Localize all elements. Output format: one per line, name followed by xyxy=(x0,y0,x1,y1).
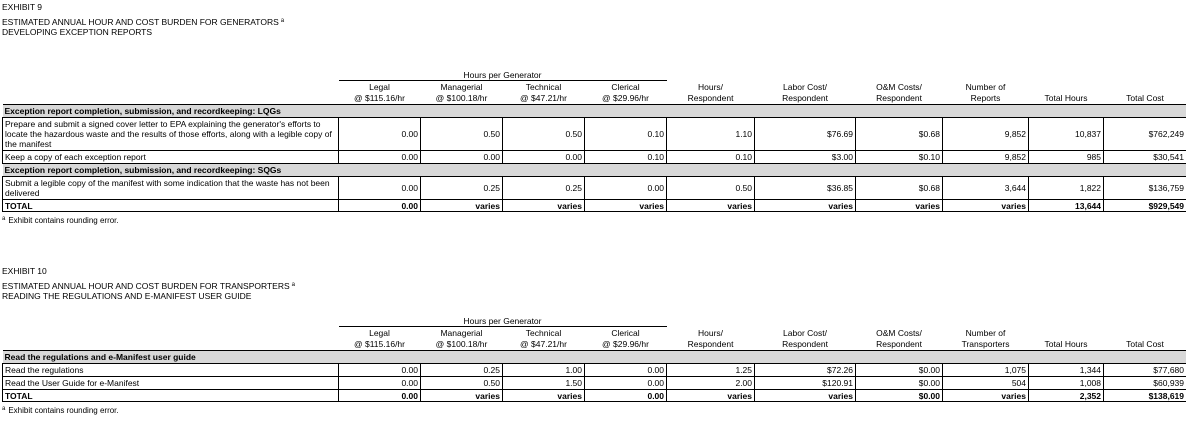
cell-managerial: 0.00 xyxy=(421,151,503,164)
col-header-total-hours-sub: Total Hours xyxy=(1044,93,1088,103)
exhibit-9 xyxy=(2,2,1186,225)
col-header-number-count: Number of xyxy=(965,82,1006,92)
activity-description: Read the regulations xyxy=(3,364,339,377)
exhibit-title: ESTIMATED ANNUAL HOUR AND COST BURDEN FOR GENERATORS $^a$ xyxy=(2,17,285,27)
col-header-total-hours xyxy=(1029,327,1104,339)
cell-technical: 0.25 xyxy=(503,177,585,200)
cell-labor-cost: $120.91 xyxy=(755,377,856,390)
activity-description: Submit a legible copy of the manifest with some indication that the waste has not been delivered xyxy=(3,177,339,200)
total-managerial: varies xyxy=(421,200,503,212)
total-hours-per-respondent: varies xyxy=(667,200,755,212)
cell-legal: 0.00 xyxy=(339,377,421,390)
total-technical: varies xyxy=(503,200,585,212)
cell-total-cost: $136,759 xyxy=(1104,177,1186,200)
title-footnote-mark: a xyxy=(291,282,295,288)
section-title: Exception report completion, submission, and recordkeeping: SQGs xyxy=(3,164,1186,177)
table-row xyxy=(3,118,1186,151)
table-row xyxy=(3,177,1186,200)
header-row xyxy=(3,327,1186,339)
col-header-clerical-sub: @ $29.96/hr xyxy=(602,93,649,103)
cell-managerial: 0.25 xyxy=(421,177,503,200)
cell-number-count: 1,075 xyxy=(943,364,1029,377)
cell-hours-per-respondent: 1.25 xyxy=(667,364,755,377)
col-header-technical: Technical xyxy=(525,82,562,92)
col-header-om-costs: O&M Costs/ xyxy=(876,82,922,92)
header-group: Hours per Generator xyxy=(339,68,667,81)
header-blank xyxy=(3,92,339,105)
exhibit-title: ESTIMATED ANNUAL HOUR AND COST BURDEN FOR TRANSPORTERS $^a$ xyxy=(2,281,295,291)
section-header-row xyxy=(3,351,1186,364)
header-group-row xyxy=(3,68,1186,81)
col-header-number-count: Number of xyxy=(965,328,1006,338)
activity-description: Prepare and submit a signed cover letter to EPA explaining the generator's efforts to locate the hazardous waste and the results of those efforts, along with a legible copy of the manifest xyxy=(3,118,339,151)
header-blank xyxy=(667,314,755,327)
header-blank xyxy=(755,68,856,81)
cell-om-costs: $0.00 xyxy=(856,364,943,377)
col-header-labor-cost-sub: Respondent xyxy=(782,339,828,349)
total-row xyxy=(3,200,1186,212)
cell-managerial: 0.50 xyxy=(421,118,503,151)
burden-table xyxy=(2,314,1186,402)
cell-clerical: 0.00 xyxy=(585,177,667,200)
total-clerical: 0.00 xyxy=(585,390,667,402)
table-row xyxy=(3,364,1186,377)
activity-description: Read the User Guide for e-Manifest xyxy=(3,377,339,390)
header-blank xyxy=(3,68,339,81)
footnote: $^a$ Exhibit contains rounding error. xyxy=(2,216,119,225)
cell-total-cost: $77,680 xyxy=(1104,364,1186,377)
cell-hours-per-respondent: 0.10 xyxy=(667,151,755,164)
header-blank xyxy=(3,338,339,351)
cell-clerical: 0.10 xyxy=(585,118,667,151)
cell-labor-cost: $72.26 xyxy=(755,364,856,377)
total-total-cost: $929,549 xyxy=(1104,200,1186,212)
cell-managerial: 0.50 xyxy=(421,377,503,390)
col-header-number-count-sub: Transporters xyxy=(961,339,1010,349)
total-technical: varies xyxy=(503,390,585,402)
total-hours-per-respondent: varies xyxy=(667,390,755,402)
total-label: TOTAL xyxy=(3,200,339,212)
section-title: Read the regulations and e-Manifest user guide xyxy=(3,351,1186,364)
header-blank xyxy=(943,68,1029,81)
total-legal: 0.00 xyxy=(339,390,421,402)
cell-legal: 0.00 xyxy=(339,118,421,151)
total-total-cost: $138,619 xyxy=(1104,390,1186,402)
cell-managerial: 0.25 xyxy=(421,364,503,377)
cell-labor-cost: $3.00 xyxy=(755,151,856,164)
table-row xyxy=(3,151,1186,164)
col-header-clerical-sub: @ $29.96/hr xyxy=(602,339,649,349)
col-header-om-costs-sub: Respondent xyxy=(876,93,922,103)
cell-hours-per-respondent: 2.00 xyxy=(667,377,755,390)
activity-description: Keep a copy of each exception report xyxy=(3,151,339,164)
col-header-legal-sub: @ $115.16/hr xyxy=(353,93,405,103)
header-blank xyxy=(3,81,339,93)
col-header-managerial: Managerial xyxy=(440,328,483,338)
header-blank xyxy=(856,314,943,327)
cell-total-hours: 1,008 xyxy=(1029,377,1104,390)
cell-total-hours: 1,344 xyxy=(1029,364,1104,377)
cell-technical: 0.50 xyxy=(503,118,585,151)
header-blank xyxy=(3,314,339,327)
cell-labor-cost: $76.69 xyxy=(755,118,856,151)
total-number-count: varies xyxy=(943,200,1029,212)
cell-number-count: 9,852 xyxy=(943,118,1029,151)
cell-clerical: 0.10 xyxy=(585,151,667,164)
col-header-number-count-sub: Reports xyxy=(970,93,1001,103)
header-blank xyxy=(1104,314,1186,327)
cell-labor-cost: $36.85 xyxy=(755,177,856,200)
cell-om-costs: $0.68 xyxy=(856,118,943,151)
burden-table xyxy=(2,68,1186,212)
total-row xyxy=(3,390,1186,402)
col-header-total-hours xyxy=(1029,81,1104,93)
col-header-labor-cost: Labor Cost/ xyxy=(783,328,827,338)
total-labor-cost: varies xyxy=(755,200,856,212)
col-header-legal: Legal xyxy=(369,328,390,338)
cell-total-cost: $762,249 xyxy=(1104,118,1186,151)
col-header-legal: Legal xyxy=(369,82,390,92)
exhibit-subtitle: READING THE REGULATIONS AND E-MANIFEST USER GUIDE xyxy=(2,291,252,301)
cell-technical: 1.00 xyxy=(503,364,585,377)
col-header-clerical: Clerical xyxy=(611,328,640,338)
exhibit-10 xyxy=(2,266,1186,415)
col-header-managerial-sub: @ $100.18/hr xyxy=(435,93,488,103)
header-blank xyxy=(943,314,1029,327)
header-blank xyxy=(667,68,755,81)
exhibit-subtitle: DEVELOPING EXCEPTION REPORTS xyxy=(2,27,153,37)
cell-om-costs: $0.00 xyxy=(856,377,943,390)
col-header-managerial-sub: @ $100.18/hr xyxy=(435,339,488,349)
cell-number-count: 504 xyxy=(943,377,1029,390)
col-header-total-hours-sub: Total Hours xyxy=(1044,339,1088,349)
section-title: Exception report completion, submission, and recordkeeping: LQGs xyxy=(3,105,1186,118)
cell-legal: 0.00 xyxy=(339,364,421,377)
col-header-hours-per-respondent-sub: Respondent xyxy=(687,93,734,103)
cell-hours-per-respondent: 1.10 xyxy=(667,118,755,151)
col-header-hours-per-respondent: Hours/ xyxy=(697,328,724,338)
total-labor-cost: varies xyxy=(755,390,856,402)
cell-total-hours: 1,822 xyxy=(1029,177,1104,200)
col-header-technical: Technical xyxy=(525,328,562,338)
cell-hours-per-respondent: 0.50 xyxy=(667,177,755,200)
table-row xyxy=(3,377,1186,390)
total-total-hours: 13,644 xyxy=(1029,200,1104,212)
header-blank xyxy=(3,327,339,339)
cell-om-costs: $0.68 xyxy=(856,177,943,200)
col-header-clerical: Clerical xyxy=(611,82,640,92)
exhibit-label: EXHIBIT 9 xyxy=(2,2,42,12)
section-header-row xyxy=(3,164,1186,177)
total-om-costs: $0.00 xyxy=(856,390,943,402)
cell-legal: 0.00 xyxy=(339,151,421,164)
header-group-row xyxy=(3,314,1186,327)
cell-om-costs: $0.10 xyxy=(856,151,943,164)
header-blank xyxy=(1029,68,1104,81)
cell-total-hours: 10,837 xyxy=(1029,118,1104,151)
total-label: TOTAL xyxy=(3,390,339,402)
col-header-total-cost-sub: Total Cost xyxy=(1126,339,1164,349)
header-row xyxy=(3,338,1186,351)
cell-legal: 0.00 xyxy=(339,177,421,200)
cell-total-cost: $60,939 xyxy=(1104,377,1186,390)
col-header-labor-cost: Labor Cost/ xyxy=(783,82,827,92)
total-total-hours: 2,352 xyxy=(1029,390,1104,402)
cell-clerical: 0.00 xyxy=(585,364,667,377)
section-header-row xyxy=(3,105,1186,118)
col-header-om-costs-sub: Respondent xyxy=(876,339,922,349)
cell-total-cost: $30,541 xyxy=(1104,151,1186,164)
header-blank xyxy=(755,314,856,327)
col-header-legal-sub: @ $115.16/hr xyxy=(353,339,405,349)
cell-technical: 1.50 xyxy=(503,377,585,390)
header-blank xyxy=(1029,314,1104,327)
cell-total-hours: 985 xyxy=(1029,151,1104,164)
total-legal: 0.00 xyxy=(339,200,421,212)
total-number-count: varies xyxy=(943,390,1029,402)
cell-technical: 0.00 xyxy=(503,151,585,164)
total-clerical: varies xyxy=(585,200,667,212)
col-header-managerial: Managerial xyxy=(440,82,483,92)
cell-clerical: 0.00 xyxy=(585,377,667,390)
title-footnote-mark: a xyxy=(280,18,285,24)
header-row xyxy=(3,92,1186,105)
total-managerial: varies xyxy=(421,390,503,402)
total-om-costs: varies xyxy=(856,200,943,212)
col-header-hours-per-respondent: Hours/ xyxy=(697,82,724,92)
col-header-technical-sub: @ $47.21/hr xyxy=(520,93,567,103)
header-group: Hours per Generator xyxy=(339,314,667,327)
header-blank xyxy=(1104,68,1186,81)
header-row xyxy=(3,81,1186,93)
cell-number-count: 9,852 xyxy=(943,151,1029,164)
exhibit-label: EXHIBIT 10 xyxy=(2,266,47,276)
cell-number-count: 3,644 xyxy=(943,177,1029,200)
col-header-om-costs: O&M Costs/ xyxy=(876,328,922,338)
col-header-labor-cost-sub: Respondent xyxy=(782,93,828,103)
col-header-total-cost xyxy=(1104,81,1186,93)
footnote: $^a$ Exhibit contains rounding error. xyxy=(2,406,119,415)
col-header-total-cost-sub: Total Cost xyxy=(1126,93,1164,103)
col-header-hours-per-respondent-sub: Respondent xyxy=(687,339,734,349)
col-header-total-cost xyxy=(1104,327,1186,339)
header-blank xyxy=(856,68,943,81)
col-header-technical-sub: @ $47.21/hr xyxy=(520,339,567,349)
